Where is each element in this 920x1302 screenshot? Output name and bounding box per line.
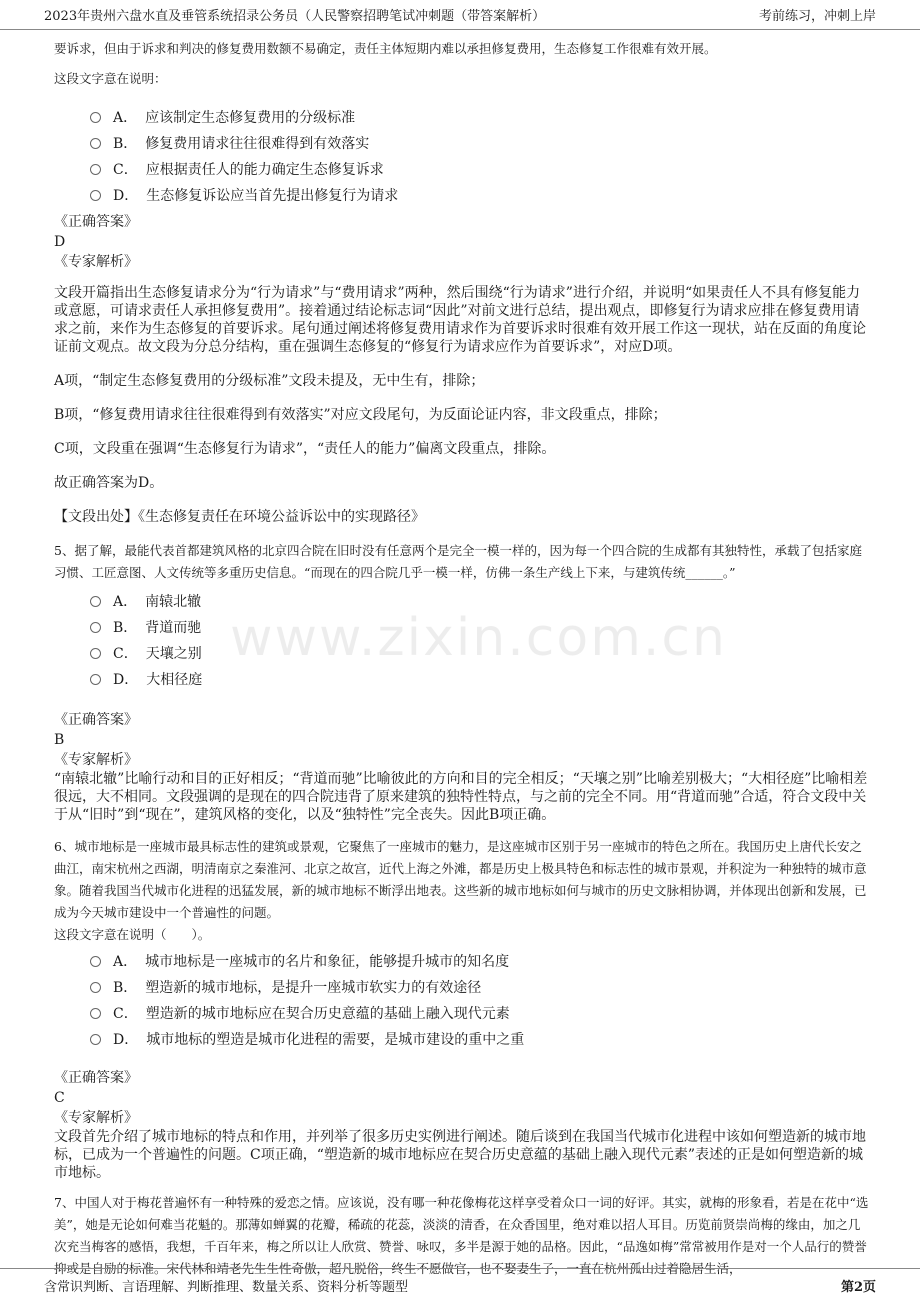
q4-note-a: A项，“制定生态修复费用的分级标准”文段未提及，无中生有，排除； [54, 373, 485, 389]
radio-icon[interactable] [90, 1008, 101, 1019]
q4-option-b[interactable]: B． 修复费用请求往往很难得到有效落实 [54, 130, 870, 156]
q4-option-c[interactable]: C． 应根据责任人的能力确定生态修复诉求 [54, 156, 870, 182]
q6-answer: C [54, 1090, 65, 1106]
q5-option-b[interactable]: B． 背道而驰 [54, 614, 870, 640]
header-slogan: 考前练习，冲刺上岸 [758, 9, 876, 24]
q6-option-d[interactable]: D． 城市地标的塑造是城市化进程的需要，是城市建设的重中之重 [54, 1026, 870, 1052]
radio-icon[interactable] [90, 622, 101, 633]
q4-options [54, 104, 870, 208]
q4-option-a[interactable]: A． 应该制定生态修复费用的分级标准 [54, 104, 870, 130]
q5-option-c[interactable]: C． 天壤之别 [54, 640, 870, 666]
q6-option-a[interactable]: A． 城市地标是一座城市的名片和象征，能够提升城市的知名度 [54, 948, 870, 974]
radio-icon[interactable] [90, 112, 101, 123]
q6-option-b[interactable]: B． 塑造新的城市地标，是提升一座城市软实力的有效途径 [54, 974, 870, 1000]
q4-stem-tail: 要诉求，但由于诉求和判决的修复费用数额不易确定，责任主体短期内难以承担修复费用，生态修复工作很难有效开展。 [54, 41, 717, 56]
q5-analysis: “南辕北辙”比喻行动和目的正好相反；“背道而驰”比喻彼此的方向和目的完全相反；“天壤之别”比喻差别极大；“大相径庭”比喻相差很远，大不相同。文段强调的是现在的四合院违背了原来建筑的独特性特点，与之前的完全不同。用“背道而驰”合适，符合文段中关于从“旧时”到“现在”，建筑风格的变化，以及“独特性”完全丧失。因此B项正确。 [54, 771, 868, 823]
q6-option-c[interactable]: C． 塑造新的城市地标应在契合历史意蕴的基础上融入现代元素 [54, 1000, 870, 1026]
radio-icon[interactable] [90, 596, 101, 607]
radio-icon[interactable] [90, 982, 101, 993]
q4-analysis: 文段开篇指出生态修复请求分为“行为请求”与“费用请求”两种，然后围绕“行为请求”进行介绍，并说明“如果责任人不具有修复能力或意愿，可请求责任人承担修复费用”。接着通过结论标志词“因此”对前文进行总结，提出观点，即修复行为请求应排在修复费用请求之前，来作为生态修复的首要诉求。尾句通过阐述将修复费用请求作为首要诉求时很难有效开展工作这一现状，站在反面的角度论证前文观点。故文段为分总分结构，重在强调生态修复的“修复行为请求应作为首要诉求”，对应D项。 [54, 285, 866, 355]
q4-answer-label: 《正确答案》 [54, 214, 138, 230]
q4-analysis-label: 《专家解析》 [54, 254, 138, 270]
q4-note-c: C项，文段重在强调“生态修复行为请求”，“责任人的能力”偏离文段重点，排除。 [54, 441, 556, 457]
q7-stem: 7、中国人对于梅花普遍怀有一种特殊的爱恋之情。应该说，没有哪一种花像梅花这样享受着众口一词的好评。其实，就梅的形象看，若是在花中“选美”，她是无论如何难当花魁的。那薄如蝉翼的花瓣，稀疏的花蕊，淡淡的清香，在众香国里，绝对难以招人耳目。历览前贤崇尚梅的缘由，加之几次充当梅客的感悟，我想，千百年来，梅之所以让人欣赏、赞誉、咏叹，多半是源于她的品格。因此，“品逸如梅”常常被用作是对一个人品行的赞誉抑或是自励的标准。宋代林和靖老先生生性奇傲，超凡脱俗，终生不愿做官，也不娶妻生子，一直在杭州孤山过着隐居生活， [54, 1195, 869, 1276]
q4-note-b: B项，“修复费用请求往往很难得到有效落实”对应文段尾句，为反面论证内容，非文段重点，排除； [54, 407, 667, 423]
page-number: 第2页 [840, 1280, 876, 1295]
radio-icon[interactable] [90, 648, 101, 659]
radio-icon[interactable] [90, 138, 101, 149]
q4-answer: D [54, 234, 66, 250]
footer-topics: 含常识判断、言语理解、判断推理、数量关系、资料分析等题型 [44, 1280, 409, 1295]
q5-option-d[interactable]: D． 大相径庭 [54, 666, 870, 692]
q5-options [54, 588, 870, 692]
q4-source: 【文段出处】《生态修复责任在环境公益诉讼中的实现路径》 [54, 509, 425, 525]
page-footer [0, 1268, 920, 1302]
radio-icon[interactable] [90, 190, 101, 201]
document-title: 2023年贵州六盘水直及垂管系统招录公务员（人民警察招聘笔试冲刺题（带答案解析） [44, 9, 546, 24]
q5-answer-label: 《正确答案》 [54, 712, 138, 728]
q5-option-a[interactable]: A． 南辕北辙 [54, 588, 870, 614]
radio-icon[interactable] [90, 956, 101, 967]
q5-answer: B [54, 732, 65, 748]
q4-prompt: 这段文字意在说明： [54, 71, 167, 86]
q6-options [54, 948, 870, 1052]
q6-prompt: 这段文字意在说明（ ）。 [54, 927, 211, 942]
q6-analysis: 文段首先介绍了城市地标的特点和作用，并列举了很多历史实例进行阐述。随后谈到在我国当代城市化进程中该如何塑造新的城市地标，已成为一个普遍性的问题。C项正确，“塑造新的城市地标应在契合历史意蕴的基础上融入现代元素”表述的正是如何塑造新的城市地标。 [54, 1129, 866, 1181]
q6-analysis-label: 《专家解析》 [54, 1110, 138, 1126]
q5-analysis-label: 《专家解析》 [54, 752, 138, 768]
radio-icon[interactable] [90, 674, 101, 685]
page-content [54, 38, 870, 1280]
q6-stem: 6、城市地标是一座城市最具标志性的建筑或景观，它聚焦了一座城市的魅力，是这座城市区别于另一座城市的特色之所在。我国历史上唐代长安之曲江，南宋杭州之西湖，明清南京之秦淮河、北京之故宫，近代上海之外滩，都是历史上极具特色和标志性的城市景观，并积淀为一种独特的城市意象。随着我国当代城市化进程的迅猛发展，新的城市地标不断浮出地表。这些新的城市地标如何与城市的历史文脉相协调，并体现出创新和发展，已成为今天城市建设中一个普遍性的问题。 [54, 839, 867, 920]
radio-icon[interactable] [90, 164, 101, 175]
q4-option-d[interactable]: D． 生态修复诉讼应当首先提出修复行为请求 [54, 182, 870, 208]
q4-conclusion: 故正确答案为D。 [54, 475, 164, 491]
q5-stem: 5、据了解，最能代表首都建筑风格的北京四合院在旧时没有任意两个是完全一模一样的，因为每一个四合院的生成都有其独特性，承载了包括家庭习惯、工匠意图、人文传统等多重历史信息。“而现在的四合院几乎一模一样，仿佛一条生产线上下来，与建筑传统______。” [54, 543, 862, 580]
watermark: www.zixin.com.cn [230, 608, 727, 668]
radio-icon[interactable] [90, 1034, 101, 1045]
page-header [0, 0, 920, 30]
q6-answer-label: 《正确答案》 [54, 1070, 138, 1086]
